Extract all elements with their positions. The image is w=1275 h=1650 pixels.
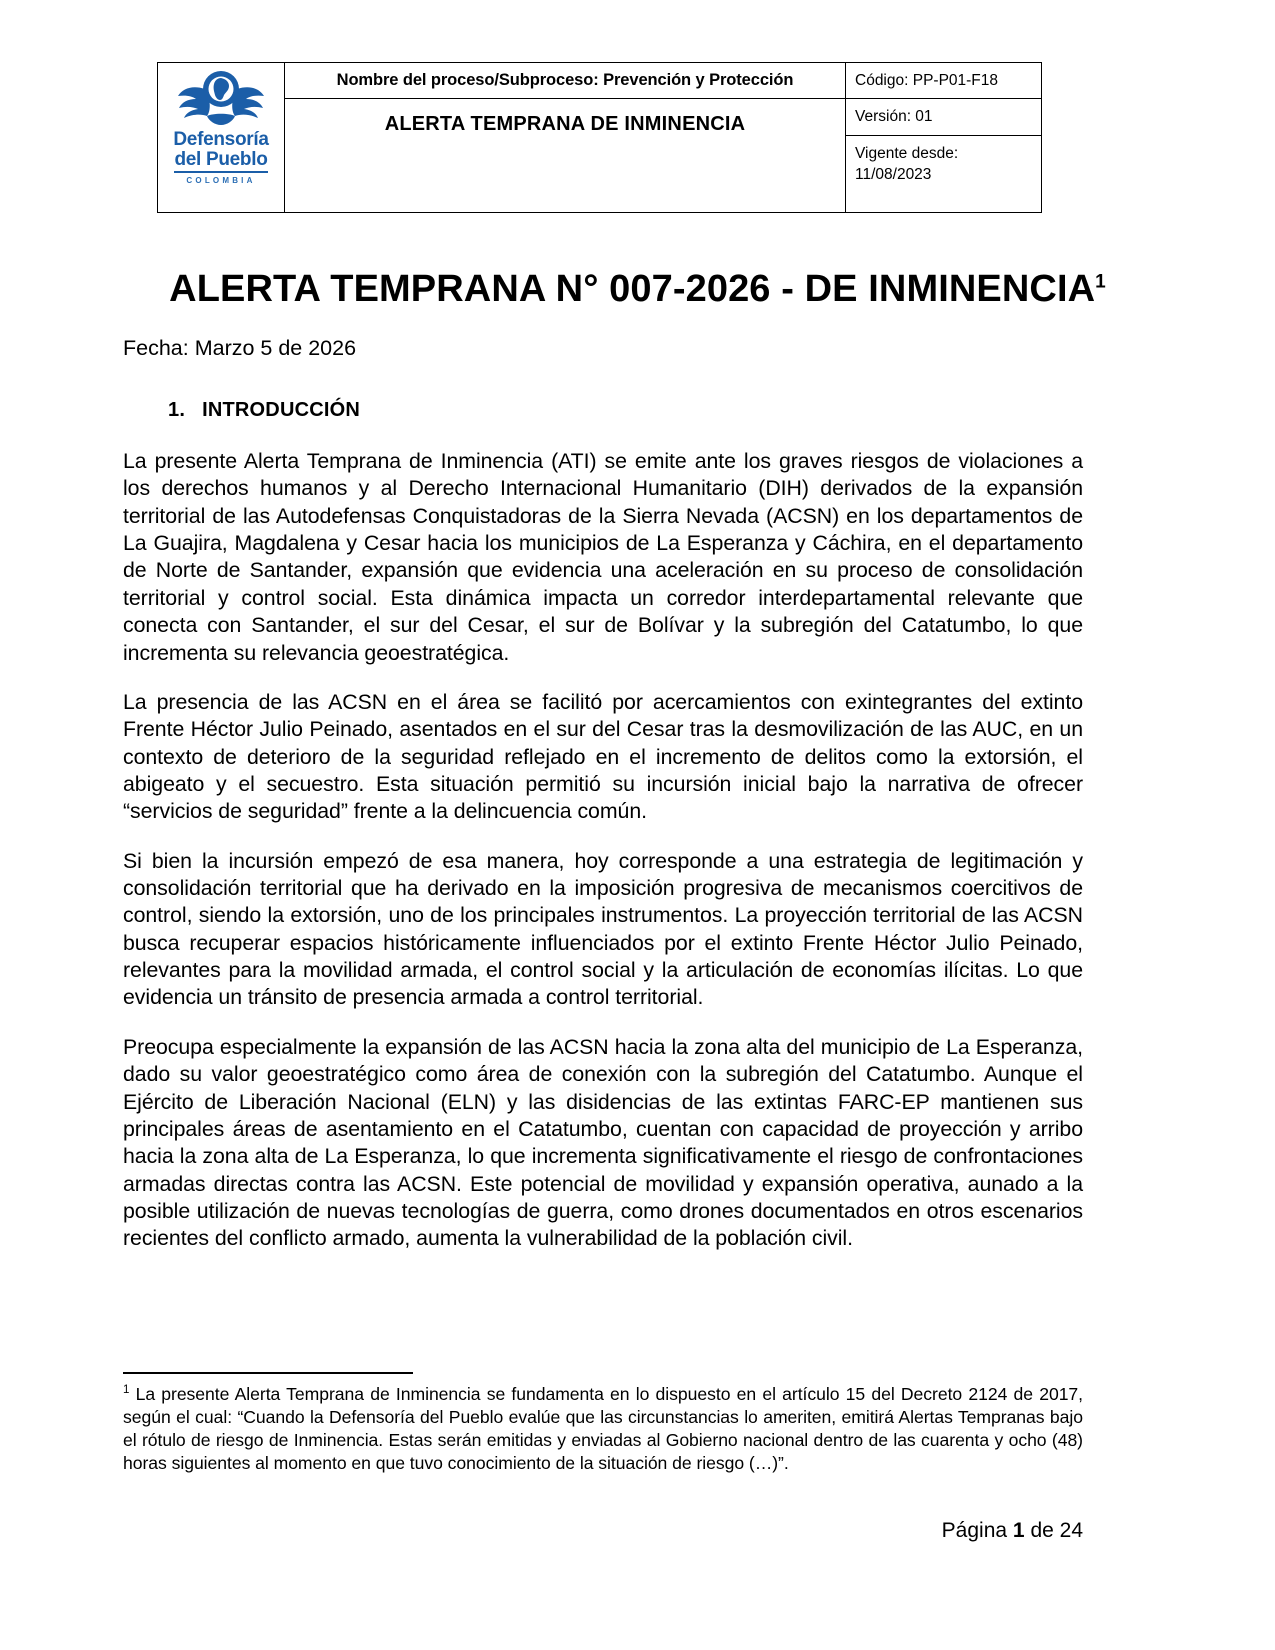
logo-country-label: COLOMBIA	[186, 175, 256, 185]
footnote-marker: 1	[123, 1384, 130, 1397]
vigente-desde-cell	[846, 135, 1042, 212]
process-name-cell: Nombre del proceso/Subproceso: Prevención y Protección	[285, 63, 846, 99]
version-cell: Versión: 01	[846, 99, 1042, 135]
page-title	[0, 268, 1275, 311]
footer-page-number: 1	[1012, 1519, 1025, 1542]
logo-wordmark	[169, 130, 273, 173]
title-footnote-marker: 1	[1095, 271, 1106, 293]
page-title-text: ALERTA TEMPRANA N° 007-2026 - DE INMINENCIA	[169, 268, 1096, 311]
footer-middle: de	[1030, 1519, 1054, 1542]
section-label: INTRODUCCIÓN	[202, 399, 361, 421]
footer-total-pages: 24	[1059, 1519, 1083, 1542]
footnote-separator	[123, 1372, 413, 1374]
paragraph: La presencia de las ACSN en el área se facilitó por acercamientos con exintegrantes del extinto Frente Héctor Julio Peinado, asentados en el sur del Cesar tras la desmovilización de las AUC, en un contexto de deterioro de la seguridad reflejado en el incremento de delitos como la extorsión, el abigeato y el secuestro. Esta situación permitió su incursión inicial bajo la narrativa de ofrecer “servicios de seguridad” frente a la delincuencia común.	[123, 689, 1083, 824]
defensoria-logo	[169, 69, 273, 185]
footer-prefix: Página	[941, 1519, 1008, 1542]
paragraph: La presente Alerta Temprana de Inminencia (ATI) se emite ante los graves riesgos de violaciones a los derechos humanos y al Derecho Internacional Humanitario (DIH) derivados de la expansión territorial de las Autodefensas Conquistadoras de la Sierra Nevada (ACSN) en los departamentos de La Guajira, Magdalena y Cesar hacia los municipios de La Esperanza y Cáchira, en el departamento de Norte de Santander, expansión que evidencia una aceleración en su proceso de consolidación territorial y control social. Esta dinámica impacta un corredor interdepartamental relevante que conecta con Santander, el sur del Cesar, el sur de Bolívar y la subregión del Catatumbo, lo que incrementa su relevancia geoestratégica.	[123, 449, 1083, 665]
codigo-cell: Código: PP-P01-F18	[846, 63, 1042, 99]
logo-line-1: Defensoría	[173, 129, 269, 150]
logo-line-2: del Pueblo	[174, 150, 267, 173]
document-date: Fecha: Marzo 5 de 2026	[123, 336, 357, 360]
page-footer	[123, 1519, 1083, 1543]
paragraph: Preocupa especialmente la expansión de las ACSN hacia la zona alta del municipio de La Esperanza, dado su valor geoestratégico como área de conexión con la subregión del Catatumbo. Aunque el Ejército de Liberación Nacional (ELN) y las disidencias de las extintas FARC-EP mantienen sus principales áreas de asentamiento en el Catatumbo, cuentan con capacidad de proyección y arribo hacia la zona alta de La Esperanza, lo que incrementa significativamente el riesgo de confrontaciones armadas directas contra las ACSN. Este potencial de movilidad y expansión operativa, aunado a la posible utilización de nuevas tecnologías de guerra, como drones documentados en otros escenarios recientes del conflicto armado, aumenta la vulnerabilidad de la población civil.	[123, 1034, 1083, 1251]
footnote-section	[123, 1372, 1083, 1475]
section-heading-introduccion	[123, 399, 1083, 422]
logo-cell	[158, 63, 285, 213]
document-header-table	[157, 62, 999, 213]
section-number: 1.	[168, 399, 186, 421]
vigente-label: Vigente desde:	[855, 144, 959, 162]
paragraph: Si bien la incursión empezó de esa manera, hoy corresponde a una estrategia de legitimación y consolidación territorial que ha derivado en la imposición progresiva de mecanismos coercitivos de control, siendo la extorsión, uno de los principales instrumentos. La proyección territorial de las ACSN busca recuperar espacios históricamente influenciados por el extinto Frente Héctor Julio Peinado, relevantes para la movilidad armada, el control social y la articulación de economías ilícitas. Lo que evidencia un tránsito de presencia armada a control territorial.	[123, 848, 1083, 1010]
document-body	[123, 336, 1083, 1275]
vigente-date: 11/08/2023	[855, 166, 932, 184]
footnote	[123, 1383, 1083, 1475]
footnote-body: La presente Alerta Temprana de Inminencia se fundamenta en lo dispuesto en el artículo 15 del Decreto 2124 de 2017, según el cual: “Cuando la Defensoría del Pueblo evalúe que las circunstancias lo ameriten, emitirá Alertas Tempranas bajo el rótulo de riesgo de Inminencia. Estas serán emitidas y enviadas al Gobierno nacional dentro de las cuarenta y ocho (48) horas siguientes al momento en que tuvo conocimiento de la situación de riesgo (…)”.	[123, 1384, 1084, 1474]
defensoria-winged-emblem-icon	[169, 69, 273, 129]
form-title-cell: ALERTA TEMPRANA DE INMINENCIA	[285, 99, 846, 212]
